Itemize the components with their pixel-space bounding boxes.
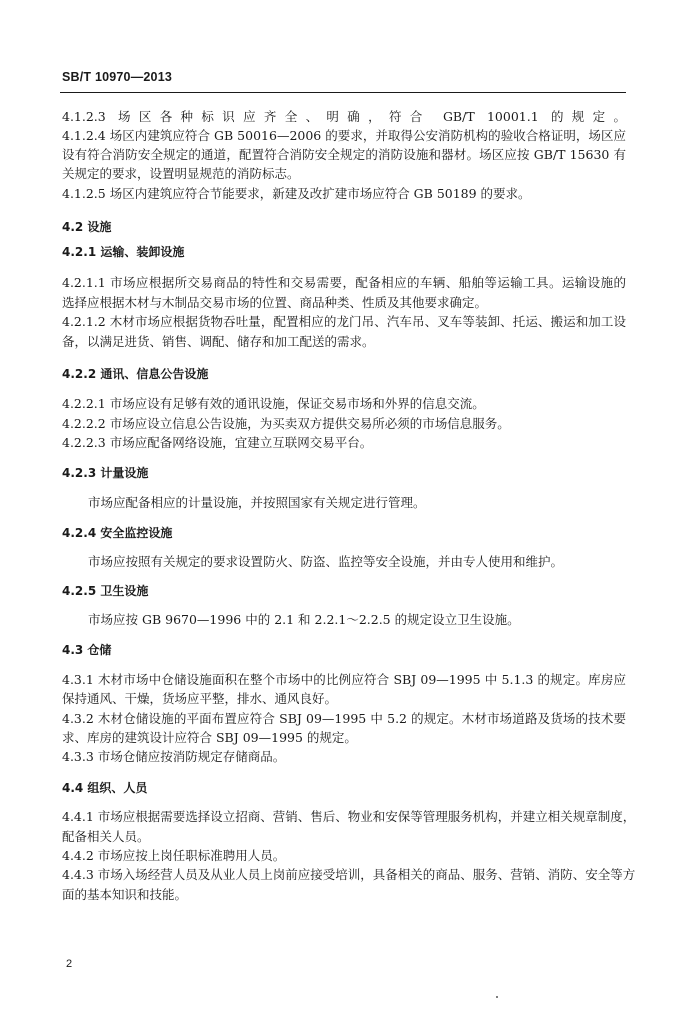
clause-4-1-2-5: 4.1.2.5 场区内建筑应符合节能要求，新建及改扩建市场应符合 GB 50189 的要求。 [62, 186, 531, 201]
subsection-4-2-5-heading: 4.2.5 卫生设施 [62, 584, 149, 598]
clause-4-2-1-2: 4.2.1.2 木材市场应根据货物吞吐量，配置相应的龙门吊、汽车吊、叉车等装卸、托运、搬运和加工设 [62, 314, 626, 329]
subsection-4-2-1-heading: 4.2.1 运输、装卸设施 [62, 245, 185, 259]
clause-4-1-2-4-cont: 设有符合消防安全规定的通道，配置符合消防安全规定的消防设施和器材。场区应按 GB/T 15630 有 [62, 147, 626, 162]
clause-4-4-1-end: 配备相关人员。 [62, 829, 150, 844]
clause-4-1-2-4-end: 关规定的要求，设置明显规范的消防标志。 [62, 166, 300, 181]
standard-code: SB/T 10970—2013 [62, 70, 173, 84]
clause-4-4-2: 4.4.2 市场应按上岗任职标准聘用人员。 [62, 848, 286, 863]
page-number: 2 [66, 958, 73, 970]
clause-4-2-2-1: 4.2.2.1 市场应设有足够有效的通讯设施，保证交易市场和外界的信息交流。 [62, 396, 485, 411]
section-4-4-heading: 4.4 组织、人员 [62, 781, 148, 795]
clause-4-4-3-end: 面的基本知识和技能。 [62, 887, 188, 902]
clause-4-4-1: 4.4.1 市场应根据需要选择设立招商、营销、售后、物业和安保等管理服务机构，并建立相关规章制度， [62, 809, 636, 824]
clause-4-1-2-4: 4.1.2.4 场区内建筑应符合 GB 50016—2006 的要求，并取得公安消防机构的验收合格证明，场区应 [62, 128, 626, 143]
paragraph-4-2-4: 市场应按照有关规定的要求设置防火、防盗、监控等安全设施，并由专人使用和维护。 [88, 554, 564, 569]
clause-4-3-1-end: 保持通风、干燥，货场应平整，排水、通风良好。 [62, 691, 338, 706]
clause-4-2-1-1-end: 选择应根据木材与木制品交易市场的位置、商品种类、性质及其他要求确定。 [62, 295, 488, 310]
clause-4-3-3: 4.3.3 市场仓储应按消防规定存储商品。 [62, 749, 286, 764]
clause-4-2-2-2: 4.2.2.2 市场应设立信息公告设施，为买卖双方提供交易所必须的市场信息服务。 [62, 416, 510, 431]
clause-4-3-2: 4.3.2 木材仓储设施的平面布置应符合 SBJ 09—1995 中 5.2 的规定。木材市场道路及货场的技术要 [62, 711, 626, 726]
clause-4-2-1-1: 4.2.1.1 市场应根据所交易商品的特性和交易需要，配备相应的车辆、船舶等运输工具。运输设施的 [62, 275, 626, 290]
clause-4-3-1: 4.3.1 木材市场中仓储设施面积在整个市场中的比例应符合 SBJ 09—1995 中 5.1.3 的规定。库房应 [62, 672, 626, 687]
section-4-2-heading: 4.2 设施 [62, 220, 112, 234]
subsection-4-2-4-heading: 4.2.4 安全监控设施 [62, 526, 173, 540]
clause-4-4-3: 4.4.3 市场入场经营人员及从业人员上岗前应接受培训，具备相关的商品、服务、营销、消防、安全等方 [62, 867, 636, 882]
section-4-3-heading: 4.3 仓储 [62, 643, 112, 657]
clause-4-1-2-3: 4.1.2.3 场区各种标识应齐全、明确，符合 GB/T 10001.1 的规定。 [62, 109, 626, 124]
paragraph-4-2-3: 市场应配备相应的计量设施，并按照国家有关规定进行管理。 [88, 495, 426, 510]
header-rule [60, 92, 626, 93]
clause-4-2-1-2-end: 备，以满足进货、销售、调配、储存和加工配送的需求。 [62, 334, 375, 349]
paragraph-4-2-5: 市场应按 GB 9670—1996 中的 2.1 和 2.2.1～2.2.5 的规定设立卫生设施。 [88, 612, 520, 627]
subsection-4-2-2-heading: 4.2.2 通讯、信息公告设施 [62, 367, 209, 381]
subsection-4-2-3-heading: 4.2.3 计量设施 [62, 466, 149, 480]
clause-4-2-2-3: 4.2.2.3 市场应配备网络设施，宜建立互联网交易平台。 [62, 435, 373, 450]
scan-speck [496, 996, 498, 998]
clause-4-3-2-end: 求、库房的建筑设计应符合 SBJ 09—1995 的规定。 [62, 730, 357, 745]
